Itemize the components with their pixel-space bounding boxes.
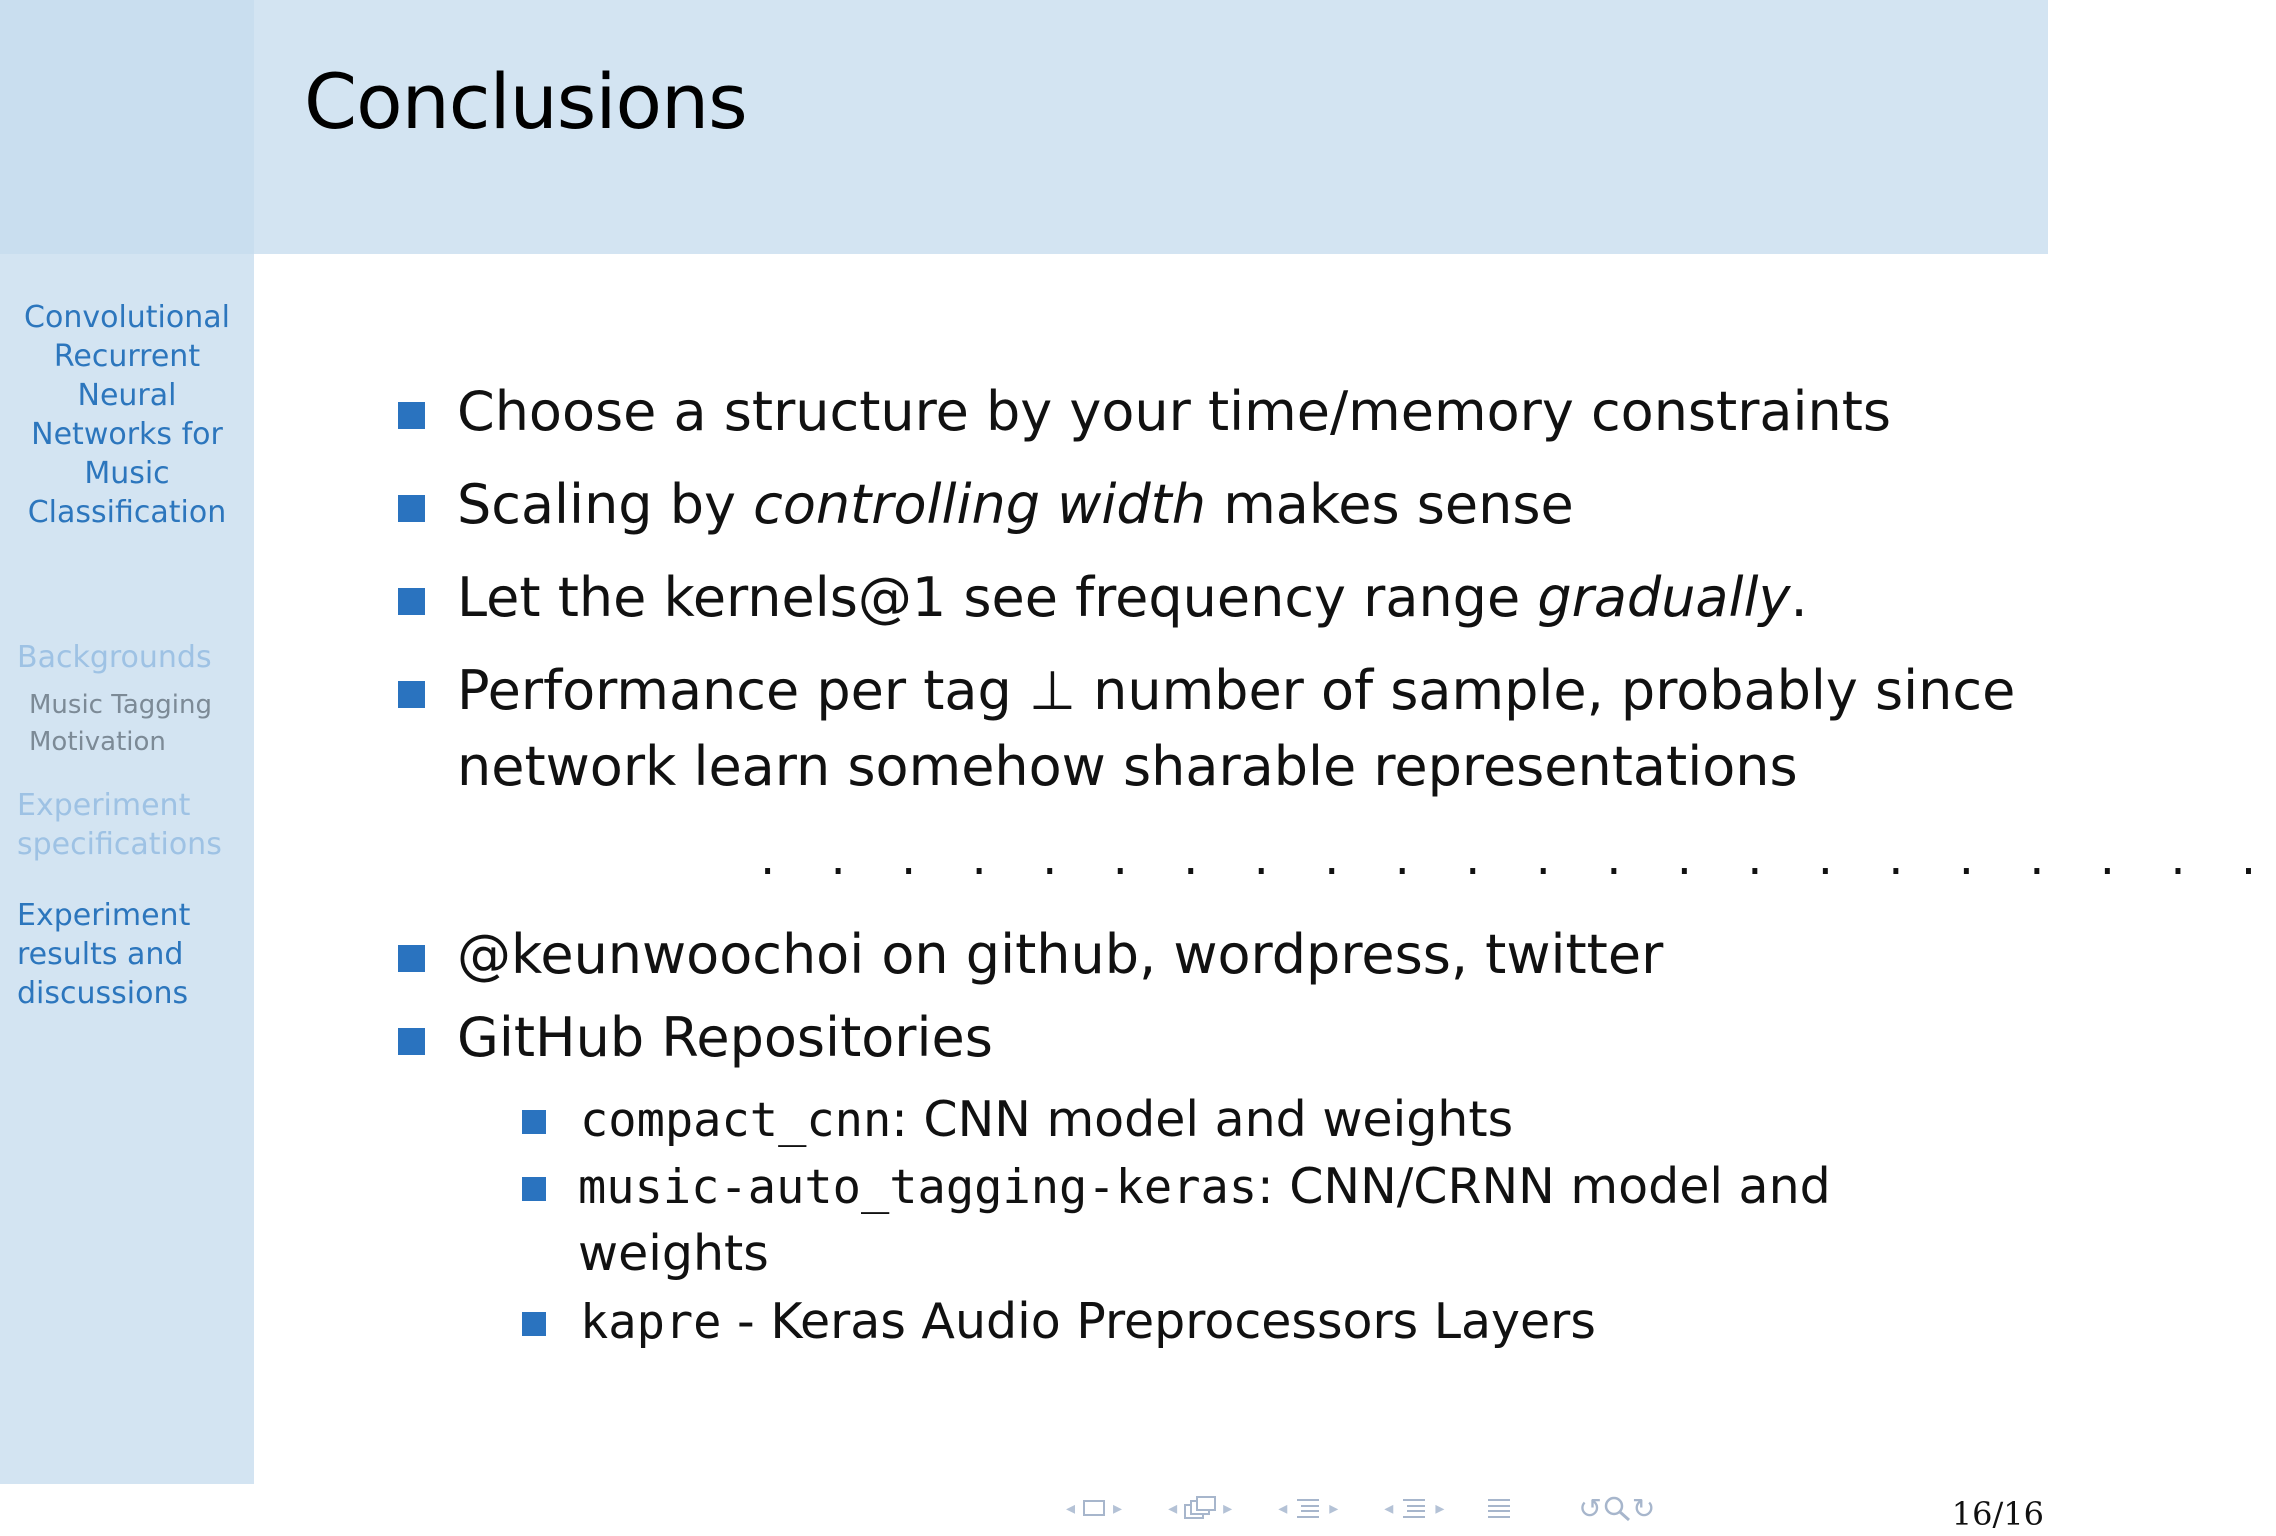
bullet-text [457,560,1808,636]
sidebar-section-experiment-specifications[interactable]: Experiment specifications [17,788,222,862]
history-nav-group [1578,1492,1655,1525]
bullet-marker [398,945,425,972]
bullet-text: Performance per tag ⊥ number of sample, probably since [457,659,2016,722]
sub-bullet-text [580,1288,1596,1357]
nav-prev-icon[interactable]: ◂ [1384,1497,1394,1519]
repo-description: - Keras Audio Preprocessors Layers [721,1293,1596,1350]
bullet-text: GitHub Repositories [457,1006,993,1069]
bullet-text-part: . [1790,566,1808,629]
nav-next-icon[interactable]: ▸ [1435,1497,1445,1519]
sub-bullet-text [580,1086,1513,1155]
nav-next-icon[interactable]: ▸ [1223,1497,1233,1519]
repo-name: music-auto_tagging-keras [578,1160,1258,1215]
forward-icon[interactable]: ↻ [1631,1491,1656,1525]
nav-prev-icon[interactable]: ◂ [1168,1497,1178,1519]
subsection-list-nav-group [1378,1495,1450,1521]
header-corner [0,0,254,254]
bullet-marker [398,588,425,615]
bullet-marker [398,1028,425,1055]
repo-name: kapre [580,1295,722,1350]
toc-icon[interactable] [1399,1495,1429,1521]
sidebar-section-backgrounds[interactable]: Backgrounds [17,640,212,675]
sub-bullet-marker [522,1110,546,1134]
sidebar-subsection-motivation[interactable]: Motivation [29,727,166,757]
nav-prev-icon[interactable]: ◂ [1278,1497,1288,1519]
bullet-emphasis: gradually [1537,566,1791,629]
bullet-marker [398,681,425,708]
repo-description: : CNN model and weights [891,1091,1514,1148]
sub-bullet-text [578,1153,1831,1222]
bullet-emphasis: controlling width [753,473,1207,536]
sidebar-talk-title[interactable]: Convolutional Recurrent Neural Networks for Music Classification [24,300,230,530]
bullet-text-part: makes sense [1206,473,1574,536]
frame-nav-group [1060,1498,1128,1519]
bullet-text-part: Let the kernels@1 see frequency range [457,566,1538,629]
repo-name: compact_cnn [580,1093,892,1148]
bullet-text [457,467,1574,543]
sub-bullet-marker [522,1177,546,1201]
bullet-text-continuation: network learn somehow sharable representations [457,735,1798,798]
sidebar-section-experiment-results[interactable]: Experiment results and discussions [17,898,191,1011]
section-icon[interactable] [1293,1495,1323,1521]
nav-next-icon[interactable]: ▸ [1113,1497,1123,1519]
frame-title: Conclusions [304,57,747,146]
search-icon[interactable] [1602,1494,1632,1522]
bullet-text: @keunwoochoi on github, wordpress, twitter [457,923,1664,986]
beamer-navigation-bar [1060,1488,1689,1528]
sub-bullet-marker [522,1312,546,1336]
back-icon[interactable]: ↺ [1578,1491,1602,1525]
bullet-text: Choose a structure by your time/memory constraints [457,380,1892,443]
separator-dots: . . . . . . . . . . . . . . . . . . . . . . [760,830,2276,886]
frame-icon[interactable] [1081,1498,1107,1518]
sidebar-navigation [0,254,254,1484]
nav-next-icon[interactable]: ▸ [1329,1497,1339,1519]
sidebar-subsection-music-tagging[interactable]: Music Tagging [29,690,212,720]
nav-prev-icon[interactable]: ◂ [1066,1497,1076,1519]
document-nav-group [1484,1495,1514,1521]
subsection-nav-group [1162,1495,1238,1521]
toc-icon[interactable] [1484,1495,1514,1521]
subsection-icon[interactable] [1183,1495,1217,1521]
repo-description: : CNN/CRNN model and [1257,1158,1831,1215]
section-nav-group [1272,1495,1344,1521]
repo-description-continuation: weights [578,1225,769,1282]
bullet-text-part: Scaling by [457,473,754,536]
bullet-marker [398,402,425,429]
bullet-marker [398,495,425,522]
page-number: 16/16 [1951,1495,2044,1533]
